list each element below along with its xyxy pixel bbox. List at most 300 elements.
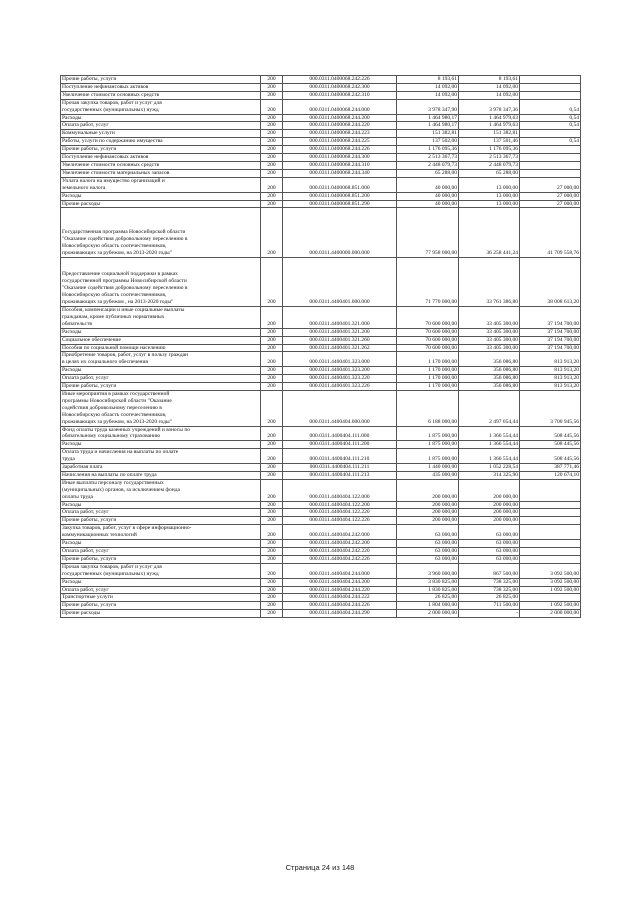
- row-name-cell: Прочие расходы: [61, 200, 261, 208]
- row-code-cell: 000.0311.0400068.244.310: [283, 161, 397, 169]
- row-kvr-cell: 200: [261, 375, 283, 383]
- row-kvr-cell: 200: [261, 610, 283, 618]
- row-code-cell: 000.0311.4400000.000.000: [283, 208, 397, 257]
- row-code-cell: 000.0311.4400404.244.220: [283, 586, 397, 594]
- row-remaining-cell: 38 008 613,20: [520, 257, 581, 306]
- row-kvr-cell: 200: [261, 471, 283, 479]
- row-approved-cell: 6 188 000,00: [397, 390, 459, 426]
- row-remaining-cell: [520, 555, 581, 563]
- row-remaining-cell: [520, 76, 581, 84]
- row-kvr-cell: 200: [261, 344, 283, 352]
- row-approved-cell: 1 875 000,00: [397, 449, 459, 464]
- row-approved-cell: 3 830 825,00: [397, 578, 459, 586]
- table-row: [61, 610, 581, 618]
- row-kvr-cell: 200: [261, 464, 283, 472]
- row-remaining-cell: 0,54: [520, 122, 581, 130]
- row-code-cell: 000.0311.0400068.242.226: [283, 76, 397, 84]
- row-code-cell: 000.0311.4400401.321.200: [283, 328, 397, 336]
- row-kvr-cell: 200: [261, 99, 283, 114]
- row-name-cell: Закупка товаров, работ, услуг в сфере информационно- коммуникационных технологий: [61, 525, 261, 540]
- row-remaining-cell: [520, 509, 581, 517]
- row-remaining-cell: [520, 161, 581, 169]
- row-name-cell: Оплата работ, услуг: [61, 375, 261, 383]
- row-approved-cell: 151 382,81: [397, 130, 459, 138]
- row-name-cell: Социальное обеспечение: [61, 336, 261, 344]
- table-row: [61, 501, 581, 509]
- row-code-cell: 000.0311.4400404.244.290: [283, 610, 397, 618]
- row-name-cell: Заработная плата: [61, 464, 261, 472]
- row-remaining-cell: [520, 525, 581, 540]
- row-approved-cell: 1 830 825,00: [397, 586, 459, 594]
- row-name-cell: Коммунальные услуги: [61, 130, 261, 138]
- row-name-cell: Прочие работы, услуги: [61, 76, 261, 84]
- row-code-cell: 000.0311.4400404.111.211: [283, 464, 397, 472]
- table-row: [61, 602, 581, 610]
- row-approved-cell: 70 600 000,00: [397, 307, 459, 329]
- row-executed-cell: 151 382,81: [459, 130, 520, 138]
- table-row: [61, 76, 581, 84]
- row-kvr-cell: 200: [261, 114, 283, 122]
- row-code-cell: 000.0311.4400404.000.000: [283, 390, 397, 426]
- row-name-cell: Прочие работы, услуги: [61, 383, 261, 391]
- table-row: [61, 200, 581, 208]
- row-remaining-cell: 0,54: [520, 138, 581, 146]
- row-kvr-cell: 200: [261, 555, 283, 563]
- row-approved-cell: 1 875 000,00: [397, 441, 459, 449]
- row-kvr-cell: 200: [261, 200, 283, 208]
- row-approved-cell: 1 170 000,00: [397, 367, 459, 375]
- row-approved-cell: 1 170 000,00: [397, 383, 459, 391]
- row-executed-cell: 711 500,00: [459, 602, 520, 610]
- row-code-cell: 000.0311.0400068.851.200: [283, 192, 397, 200]
- table-row: [61, 367, 581, 375]
- row-executed-cell: 200 000,00: [459, 501, 520, 509]
- row-kvr-cell: 200: [261, 352, 283, 367]
- row-kvr-cell: 200: [261, 390, 283, 426]
- row-name-cell: Расходы: [61, 328, 261, 336]
- row-kvr-cell: 200: [261, 138, 283, 146]
- row-executed-cell: 1 366 554,44: [459, 441, 520, 449]
- row-approved-cell: 435 000,00: [397, 471, 459, 479]
- row-remaining-cell: 508 445,56: [520, 441, 581, 449]
- row-kvr-cell: 200: [261, 525, 283, 540]
- row-executed-cell: 137 501,46: [459, 138, 520, 146]
- row-code-cell: 000.0311.4400401.323.000: [283, 352, 397, 367]
- row-executed-cell: 13 000,00: [459, 177, 520, 192]
- row-code-cell: 000.0311.4400404.242.220: [283, 548, 397, 556]
- row-kvr-cell: 200: [261, 130, 283, 138]
- row-executed-cell: 33 405 300,00: [459, 307, 520, 329]
- row-executed-cell: 63 000,00: [459, 555, 520, 563]
- row-remaining-cell: 37 194 700,00: [520, 336, 581, 344]
- row-code-cell: 000.0311.0400068.242.300: [283, 83, 397, 91]
- row-approved-cell: 200 000,00: [397, 479, 459, 501]
- row-kvr-cell: 200: [261, 517, 283, 525]
- row-approved-cell: 77 958 000,00: [397, 208, 459, 257]
- row-code-cell: 000.0311.4400404.242.000: [283, 525, 397, 540]
- row-name-cell: Оплата работ, услуг: [61, 586, 261, 594]
- row-name-cell: Оплата работ, услуг: [61, 509, 261, 517]
- table-row: [61, 161, 581, 169]
- table-row: [61, 83, 581, 91]
- row-remaining-cell: [520, 594, 581, 602]
- row-executed-cell: 867 500,00: [459, 563, 520, 578]
- row-approved-cell: 1 176 095,36: [397, 146, 459, 154]
- row-kvr-cell: 200: [261, 192, 283, 200]
- row-name-cell: Расходы: [61, 578, 261, 586]
- row-executed-cell: 356 086,80: [459, 352, 520, 367]
- row-code-cell: 000.0311.4400404.242.226: [283, 555, 397, 563]
- row-code-cell: 000.0311.4400401.000.000: [283, 257, 397, 306]
- row-name-cell: Государственная программа Новосибирской области "Оказание содействия добровольному переселению в Новосибирскую область соотечественников, проживающих за рубежом, на 2013-2020 годы": [61, 208, 261, 257]
- row-name-cell: Предоставление социальной поддержки в рамках государственной программы Новосибирской области "Оказание содействия добровольному переселению в Новосибирскую область соотечественников, проживающих за рубежом , на 2013-2020 годы": [61, 257, 261, 306]
- row-executed-cell: 3 978 347,36: [459, 99, 520, 114]
- row-name-cell: Расходы: [61, 540, 261, 548]
- row-executed-cell: 8 193,61: [459, 76, 520, 84]
- row-code-cell: 000.0311.4400404.111.213: [283, 471, 397, 479]
- row-executed-cell: 2 448 079,73: [459, 161, 520, 169]
- row-kvr-cell: 200: [261, 161, 283, 169]
- row-code-cell: 000.0311.4400404.242.200: [283, 540, 397, 548]
- row-executed-cell: 1 464 979,63: [459, 122, 520, 130]
- row-executed-cell: 65 288,00: [459, 169, 520, 177]
- row-approved-cell: 40 000,00: [397, 177, 459, 192]
- row-executed-cell: 356 086,80: [459, 367, 520, 375]
- row-remaining-cell: [520, 517, 581, 525]
- row-executed-cell: 314 325,90: [459, 471, 520, 479]
- row-remaining-cell: 120 674,10: [520, 471, 581, 479]
- row-name-cell: Уплата налога на имущество организаций и земельного налога: [61, 177, 261, 192]
- row-executed-cell: 738 325,00: [459, 586, 520, 594]
- row-code-cell: 000.0311.4400401.321.262: [283, 344, 397, 352]
- row-approved-cell: 14 092,00: [397, 91, 459, 99]
- row-approved-cell: 2 448 079,73: [397, 161, 459, 169]
- row-executed-cell: 1 176 095,36: [459, 146, 520, 154]
- row-kvr-cell: 200: [261, 540, 283, 548]
- row-kvr-cell: 200: [261, 441, 283, 449]
- table-row: [61, 479, 581, 501]
- row-executed-cell: 738 325,00: [459, 578, 520, 586]
- row-approved-cell: 71 770 000,00: [397, 257, 459, 306]
- row-remaining-cell: 2 000 000,00: [520, 610, 581, 618]
- row-name-cell: Прочие работы, услуги: [61, 146, 261, 154]
- row-name-cell: Начисления на выплаты по оплате труда: [61, 471, 261, 479]
- row-name-cell: Оплата труда и начисления на выплаты по оплате труда: [61, 449, 261, 464]
- row-remaining-cell: 27 000,00: [520, 192, 581, 200]
- table-row: [61, 548, 581, 556]
- table-row: [61, 563, 581, 578]
- row-approved-cell: 63 000,00: [397, 525, 459, 540]
- row-approved-cell: 1 464 980,17: [397, 122, 459, 130]
- row-name-cell: Транспортные услуги: [61, 594, 261, 602]
- row-kvr-cell: 200: [261, 586, 283, 594]
- row-remaining-cell: [520, 540, 581, 548]
- row-code-cell: 000.0311.0400068.242.310: [283, 91, 397, 99]
- table-row: [61, 517, 581, 525]
- row-name-cell: Увеличение стоимости основных средств: [61, 161, 261, 169]
- row-approved-cell: 63 000,00: [397, 555, 459, 563]
- table-row: [61, 509, 581, 517]
- row-approved-cell: 65 288,00: [397, 169, 459, 177]
- row-remaining-cell: 508 445,56: [520, 449, 581, 464]
- row-code-cell: 000.0311.4400404.111.210: [283, 449, 397, 464]
- row-approved-cell: 1 804 000,00: [397, 602, 459, 610]
- table-row: [61, 525, 581, 540]
- row-kvr-cell: 200: [261, 76, 283, 84]
- row-approved-cell: 1 170 000,00: [397, 375, 459, 383]
- table-row: [61, 352, 581, 367]
- row-name-cell: Расходы: [61, 441, 261, 449]
- row-code-cell: 000.0311.0400068.244.300: [283, 154, 397, 162]
- row-executed-cell: 200 000,00: [459, 517, 520, 525]
- row-code-cell: 000.0311.4400401.323.226: [283, 383, 397, 391]
- row-executed-cell: 26 825,00: [459, 594, 520, 602]
- row-remaining-cell: [520, 548, 581, 556]
- row-remaining-cell: 37 194 700,00: [520, 328, 581, 336]
- row-name-cell: Прочая закупка товаров, работ и услуг для государственных (муниципальных) нужд: [61, 563, 261, 578]
- row-code-cell: 000.0311.0400068.244.340: [283, 169, 397, 177]
- row-approved-cell: 1 464 980,17: [397, 114, 459, 122]
- row-approved-cell: 40 000,00: [397, 200, 459, 208]
- table-row: [61, 177, 581, 192]
- row-name-cell: Оплата работ, услуг: [61, 122, 261, 130]
- row-code-cell: 000.0311.4400401.321.000: [283, 307, 397, 329]
- row-approved-cell: 8 193,61: [397, 76, 459, 84]
- row-approved-cell: 40 000,00: [397, 192, 459, 200]
- row-code-cell: 000.0311.0400068.244.220: [283, 122, 397, 130]
- row-executed-cell: 14 092,00: [459, 91, 520, 99]
- row-remaining-cell: 1 092 500,00: [520, 586, 581, 594]
- table-row: [61, 390, 581, 426]
- row-remaining-cell: 0,54: [520, 99, 581, 114]
- table-row: [61, 594, 581, 602]
- row-remaining-cell: 1 092 500,00: [520, 602, 581, 610]
- row-code-cell: 000.0311.4400401.323.220: [283, 375, 397, 383]
- row-executed-cell: 14 092,00: [459, 83, 520, 91]
- row-approved-cell: 200 000,00: [397, 501, 459, 509]
- row-name-cell: Прочая закупка товаров, работ и услуг для государственных (муниципальных) нужд: [61, 99, 261, 114]
- row-name-cell: Пособия по социальной помощи населению: [61, 344, 261, 352]
- row-executed-cell: 356 086,80: [459, 383, 520, 391]
- table-row: [61, 375, 581, 383]
- row-remaining-cell: 813 913,20: [520, 352, 581, 367]
- row-approved-cell: 63 000,00: [397, 540, 459, 548]
- table-row: [61, 192, 581, 200]
- row-executed-cell: 200 000,00: [459, 509, 520, 517]
- row-remaining-cell: 813 913,20: [520, 367, 581, 375]
- row-approved-cell: 2 513 367,73: [397, 154, 459, 162]
- row-executed-cell: 1 366 554,44: [459, 449, 520, 464]
- table-row: [61, 146, 581, 154]
- row-remaining-cell: 37 194 700,00: [520, 307, 581, 329]
- row-name-cell: Увеличение стоимости основных средств: [61, 91, 261, 99]
- row-code-cell: 000.0311.0400068.244.225: [283, 138, 397, 146]
- row-name-cell: Расходы: [61, 501, 261, 509]
- row-remaining-cell: [520, 91, 581, 99]
- row-kvr-cell: 200: [261, 383, 283, 391]
- row-name-cell: Поступление нефинансовых активов: [61, 83, 261, 91]
- row-remaining-cell: 3 092 500,00: [520, 578, 581, 586]
- row-kvr-cell: 200: [261, 177, 283, 192]
- row-remaining-cell: 387 771,46: [520, 464, 581, 472]
- row-remaining-cell: 813 913,20: [520, 375, 581, 383]
- row-code-cell: 000.0311.4400404.122.220: [283, 509, 397, 517]
- page-number: Страница 24 из 148: [285, 863, 355, 872]
- row-kvr-cell: 200: [261, 208, 283, 257]
- row-remaining-cell: [520, 501, 581, 509]
- row-remaining-cell: [520, 169, 581, 177]
- table-row: [61, 555, 581, 563]
- row-executed-cell: 36 258 441,24: [459, 208, 520, 257]
- row-kvr-cell: 200: [261, 449, 283, 464]
- table-row: [61, 540, 581, 548]
- row-code-cell: 000.0311.0400068.244.200: [283, 114, 397, 122]
- row-executed-cell: 63 000,00: [459, 548, 520, 556]
- row-name-cell: Увеличение стоимости материальных запасов: [61, 169, 261, 177]
- row-code-cell: 000.0311.4400404.244.226: [283, 602, 397, 610]
- table-row: [61, 208, 581, 257]
- table-row: [61, 578, 581, 586]
- row-kvr-cell: 200: [261, 83, 283, 91]
- row-code-cell: 000.0311.4400404.122.000: [283, 479, 397, 501]
- row-code-cell: 000.0311.4400401.323.200: [283, 367, 397, 375]
- row-approved-cell: 1 440 000,00: [397, 464, 459, 472]
- table-row: [61, 122, 581, 130]
- row-executed-cell: 33 405 300,00: [459, 344, 520, 352]
- row-remaining-cell: 508 445,56: [520, 426, 581, 441]
- row-executed-cell: 13 000,00: [459, 200, 520, 208]
- row-approved-cell: 2 000 000,00: [397, 610, 459, 618]
- row-remaining-cell: [520, 154, 581, 162]
- row-kvr-cell: 200: [261, 257, 283, 306]
- table-row: [61, 464, 581, 472]
- row-remaining-cell: [520, 130, 581, 138]
- row-executed-cell: 1 464 979,63: [459, 114, 520, 122]
- row-executed-cell: 2 497 054,44: [459, 390, 520, 426]
- table-row: [61, 169, 581, 177]
- row-name-cell: Иные мероприятия в рамках государственной программы Новосибирской области "Оказание содействия добровольному переселению в Новосибирскую область соотечественников, проживающих за рубежом, на 2013-2020 годы": [61, 390, 261, 426]
- row-executed-cell: -: [459, 610, 520, 618]
- row-executed-cell: 1 052 228,54: [459, 464, 520, 472]
- row-remaining-cell: [520, 479, 581, 501]
- row-name-cell: Фонд оплаты труда казенных учреждений и взносы по обязательному социальному страхованию: [61, 426, 261, 441]
- row-kvr-cell: 200: [261, 367, 283, 375]
- row-name-cell: Приобретение товаров, работ, услуг в пользу граждан в целях их социального обеспечения: [61, 352, 261, 367]
- row-executed-cell: 63 000,00: [459, 525, 520, 540]
- row-name-cell: Расходы: [61, 367, 261, 375]
- row-executed-cell: 33 405 300,00: [459, 328, 520, 336]
- row-name-cell: Прочие работы, услуги: [61, 517, 261, 525]
- row-remaining-cell: 813 913,20: [520, 383, 581, 391]
- row-remaining-cell: 0,54: [520, 114, 581, 122]
- row-kvr-cell: 200: [261, 122, 283, 130]
- table-body: [61, 76, 581, 618]
- row-remaining-cell: 3 092 500,00: [520, 563, 581, 578]
- row-executed-cell: 13 000,00: [459, 192, 520, 200]
- row-kvr-cell: 200: [261, 602, 283, 610]
- row-approved-cell: 70 600 000,00: [397, 344, 459, 352]
- row-approved-cell: 200 000,00: [397, 509, 459, 517]
- row-kvr-cell: 200: [261, 479, 283, 501]
- row-remaining-cell: [520, 146, 581, 154]
- table-row: [61, 336, 581, 344]
- table-row: [61, 449, 581, 464]
- table-row: [61, 383, 581, 391]
- row-approved-cell: 137 502,00: [397, 138, 459, 146]
- row-kvr-cell: 200: [261, 91, 283, 99]
- row-approved-cell: 1 170 000,00: [397, 352, 459, 367]
- row-executed-cell: 200 000,00: [459, 479, 520, 501]
- row-name-cell: Прочие работы, услуги: [61, 602, 261, 610]
- row-remaining-cell: 3 700 945,56: [520, 390, 581, 426]
- row-kvr-cell: 200: [261, 594, 283, 602]
- row-approved-cell: 3 978 347,90: [397, 99, 459, 114]
- table-row: [61, 471, 581, 479]
- row-approved-cell: 1 875 000,00: [397, 426, 459, 441]
- row-code-cell: 000.0311.4400404.244.222: [283, 594, 397, 602]
- row-approved-cell: 70 600 000,00: [397, 336, 459, 344]
- row-code-cell: 000.0311.4400404.244.200: [283, 578, 397, 586]
- budget-table: [60, 75, 581, 618]
- row-remaining-cell: 27 000,00: [520, 177, 581, 192]
- row-code-cell: 000.0311.4400404.122.226: [283, 517, 397, 525]
- row-kvr-cell: 200: [261, 563, 283, 578]
- table-row: [61, 91, 581, 99]
- row-name-cell: Пособия, компенсации и иные социальные выплаты гражданам, кроме публичных нормативных обязательств: [61, 307, 261, 329]
- table-row: [61, 344, 581, 352]
- row-executed-cell: 63 000,00: [459, 540, 520, 548]
- row-name-cell: Расходы: [61, 114, 261, 122]
- row-approved-cell: 14 092,00: [397, 83, 459, 91]
- table-row: [61, 138, 581, 146]
- row-remaining-cell: 27 000,00: [520, 200, 581, 208]
- table-row: [61, 307, 581, 329]
- row-code-cell: 000.0311.4400401.321.260: [283, 336, 397, 344]
- row-kvr-cell: 200: [261, 154, 283, 162]
- row-approved-cell: 63 000,00: [397, 548, 459, 556]
- row-kvr-cell: 200: [261, 307, 283, 329]
- row-name-cell: Оплата работ, услуг: [61, 548, 261, 556]
- row-executed-cell: 33 761 386,80: [459, 257, 520, 306]
- table-row: [61, 426, 581, 441]
- table-row: [61, 154, 581, 162]
- row-executed-cell: 1 366 554,44: [459, 426, 520, 441]
- table-row: [61, 257, 581, 306]
- row-kvr-cell: 200: [261, 501, 283, 509]
- row-name-cell: Расходы: [61, 192, 261, 200]
- row-code-cell: 000.0311.4400404.111.200: [283, 441, 397, 449]
- row-name-cell: Иные выплаты персоналу государственных (муниципальных) органов, за исключением фонда оплаты труда: [61, 479, 261, 501]
- row-name-cell: Поступление нефинансовых активов: [61, 154, 261, 162]
- row-kvr-cell: 200: [261, 169, 283, 177]
- row-approved-cell: 26 825,00: [397, 594, 459, 602]
- row-code-cell: 000.0311.0400068.244.223: [283, 130, 397, 138]
- row-kvr-cell: 200: [261, 548, 283, 556]
- row-remaining-cell: 37 194 700,00: [520, 344, 581, 352]
- row-name-cell: Прочие расходы: [61, 610, 261, 618]
- row-code-cell: 000.0311.4400404.122.200: [283, 501, 397, 509]
- row-name-cell: Прочие работы, услуги: [61, 555, 261, 563]
- row-code-cell: 000.0311.0400068.244.000: [283, 99, 397, 114]
- row-kvr-cell: 200: [261, 336, 283, 344]
- table-row: [61, 99, 581, 114]
- row-executed-cell: 356 086,80: [459, 375, 520, 383]
- table-row: [61, 441, 581, 449]
- table-row: [61, 114, 581, 122]
- row-kvr-cell: 200: [261, 509, 283, 517]
- table-row: [61, 130, 581, 138]
- row-code-cell: 000.0311.4400404.111.000: [283, 426, 397, 441]
